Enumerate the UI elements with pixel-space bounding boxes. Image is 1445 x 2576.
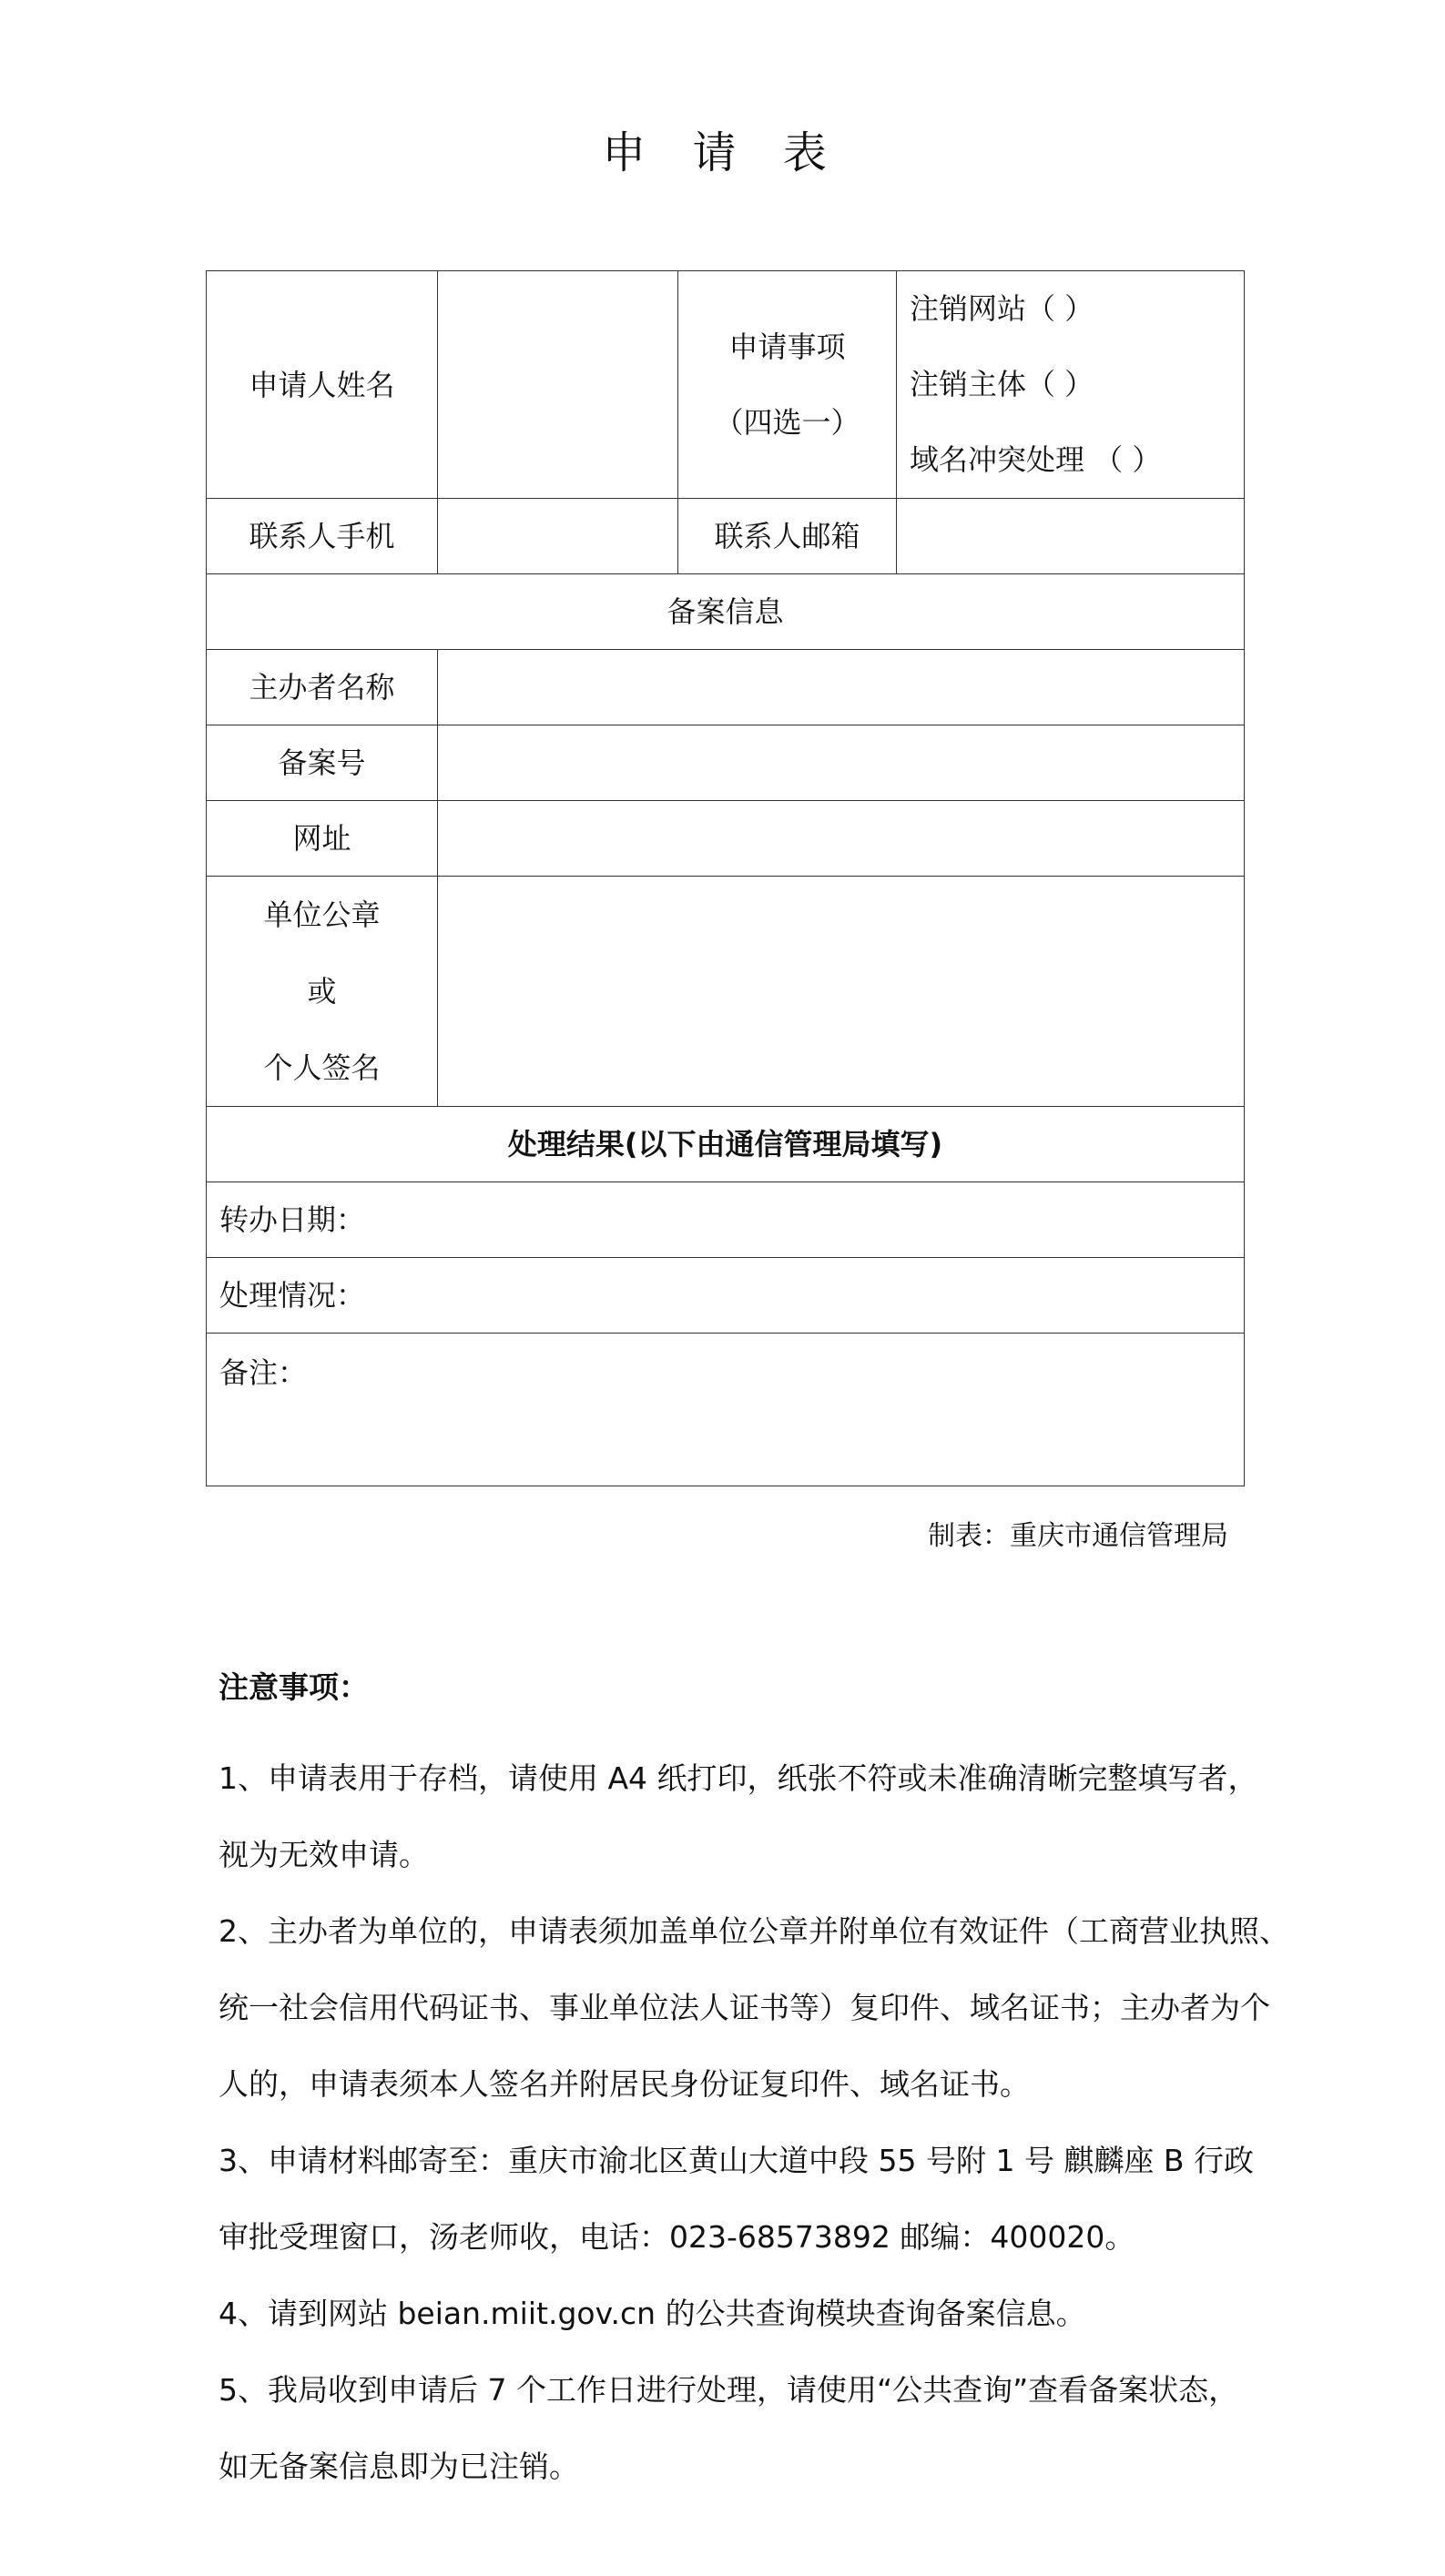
application-item-label-line1: 申请事项 xyxy=(728,329,846,364)
transfer-date-row xyxy=(207,1182,1245,1258)
website-row xyxy=(207,801,1245,877)
notes-title: 注意事项： xyxy=(219,1669,369,1705)
website-label: 网址 xyxy=(207,801,438,877)
application-form-table xyxy=(206,270,1245,1486)
option-domain-conflict[interactable]: 域名冲突处理 （ ） xyxy=(910,442,1162,477)
filing-no-label: 备案号 xyxy=(207,725,438,801)
filing-info-header-row xyxy=(207,574,1245,650)
note-line: 统一社会信用代码证书、事业单位法人证书等）复印件、域名证书；主办者为个 xyxy=(219,1990,1270,2025)
contact-phone-field[interactable] xyxy=(438,499,678,574)
remarks-field[interactable]: 备注： xyxy=(207,1334,1245,1486)
application-item-options xyxy=(897,271,1245,499)
applicant-name-label: 申请人姓名 xyxy=(207,271,438,499)
website-field[interactable] xyxy=(438,801,1245,877)
handling-status-row xyxy=(207,1258,1245,1334)
note-line: 如无备案信息即为已注销。 xyxy=(219,2449,579,2484)
application-item-label xyxy=(678,271,897,499)
applicant-name-field[interactable] xyxy=(438,271,678,499)
remarks-row xyxy=(207,1334,1245,1486)
application-item-label-line2: （四选一） xyxy=(714,404,860,440)
seal-label-line3: 个人签名 xyxy=(263,1050,381,1085)
notes-section xyxy=(219,1669,1289,2505)
seal-label-line1: 单位公章 xyxy=(263,898,381,932)
handling-status-field[interactable]: 处理情况： xyxy=(207,1258,1245,1334)
sponsor-name-row xyxy=(207,650,1245,725)
note-line: 3、申请材料邮寄至：重庆市渝北区黄山大道中段 55 号附 1 号 麒麟座 B 行政 xyxy=(219,2143,1255,2178)
note-line: 人的，申请表须本人签名并附居民身份证复印件、域名证书。 xyxy=(219,2066,1030,2102)
note-line: 4、请到网站 beian.miit.gov.cn 的公共查询模块查询备案信息。 xyxy=(219,2296,1086,2331)
page-title: 申 请 表 xyxy=(602,127,843,178)
contact-row xyxy=(207,499,1245,574)
contact-email-field[interactable] xyxy=(897,499,1245,574)
filing-info-header: 备案信息 xyxy=(207,574,1245,650)
seal-row xyxy=(207,877,1245,1107)
note-line: 2、主办者为单位的，申请表须加盖单位公章并附单位有效证件（工商营业执照、 xyxy=(219,1913,1289,1949)
result-header-row xyxy=(207,1107,1245,1182)
option-cancel-entity[interactable]: 注销主体（ ） xyxy=(910,367,1094,401)
contact-phone-label: 联系人手机 xyxy=(207,499,438,574)
contact-email-label: 联系人邮箱 xyxy=(678,499,897,574)
applicant-row xyxy=(207,271,1245,499)
note-line: 视为无效申请。 xyxy=(219,1837,429,1872)
filing-no-field[interactable] xyxy=(438,725,1245,801)
note-line: 审批受理窗口，汤老师收，电话：023-68573892 邮编：400020。 xyxy=(219,2219,1135,2255)
note-line: 5、我局收到申请后 7 个工作日进行处理，请使用“公共查询”查看备案状态， xyxy=(219,2372,1239,2408)
seal-signature-field[interactable] xyxy=(438,877,1245,1107)
sponsor-name-label: 主办者名称 xyxy=(207,650,438,725)
note-line: 1、申请表用于存档，请使用 A4 纸打印，纸张不符或未准确清晰完整填写者， xyxy=(219,1760,1258,1796)
filing-no-row xyxy=(207,725,1245,801)
transfer-date-field[interactable]: 转办日期： xyxy=(207,1182,1245,1258)
seal-signature-label xyxy=(207,877,438,1107)
seal-label-line2: 或 xyxy=(307,974,337,1009)
sponsor-name-field[interactable] xyxy=(438,650,1245,725)
result-header: 处理结果(以下由通信管理局填写) xyxy=(207,1107,1245,1182)
option-cancel-website[interactable]: 注销网站（ ） xyxy=(910,291,1094,326)
form-maker: 制表：重庆市通信管理局 xyxy=(928,1520,1228,1552)
